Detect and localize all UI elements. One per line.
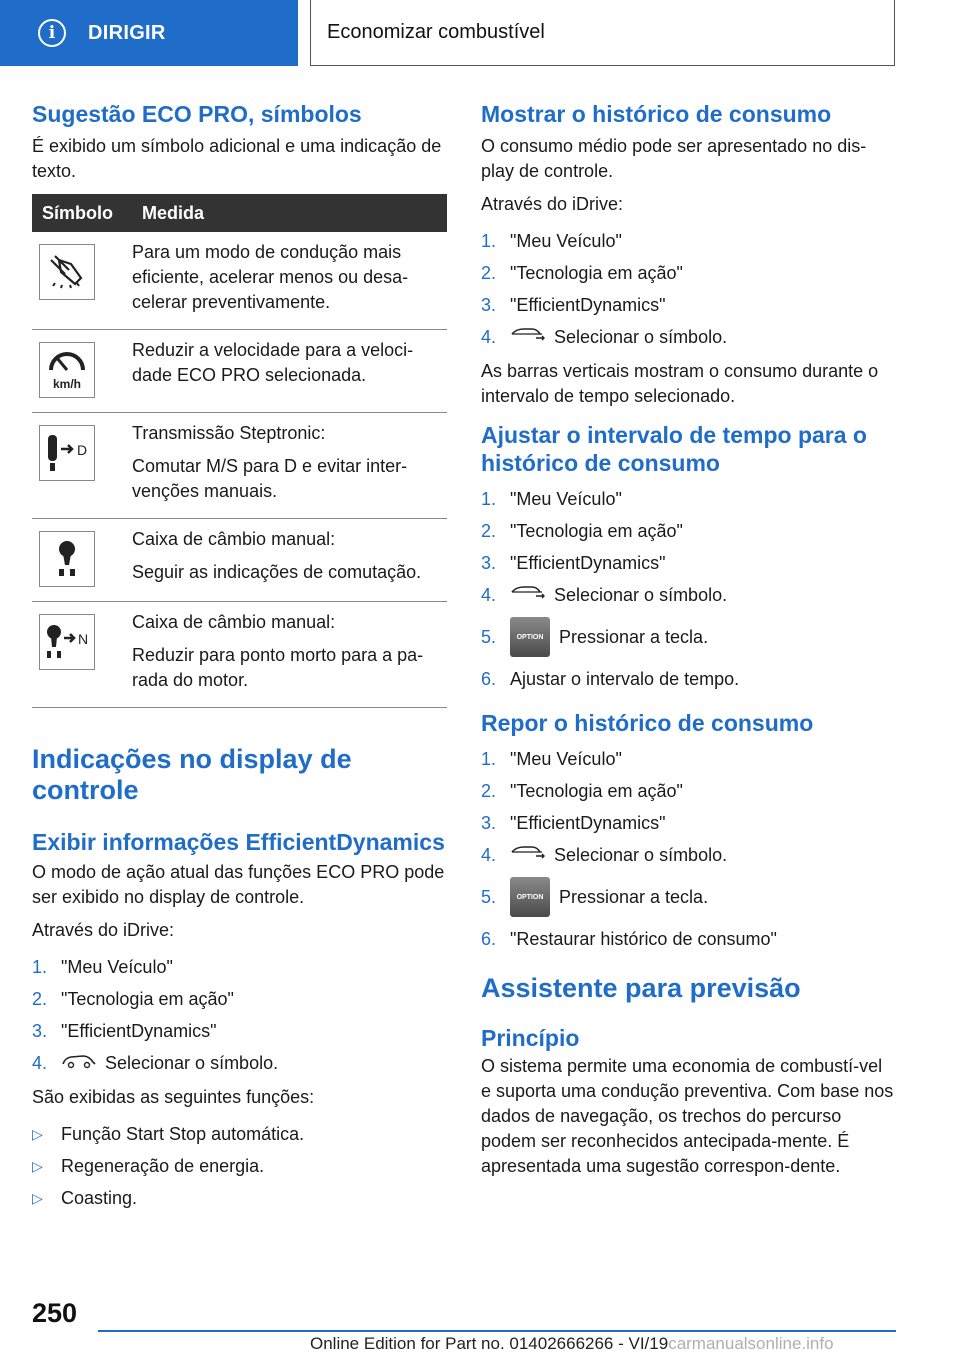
step-number: 4. [481, 326, 497, 347]
eco-pro-intro: É exibido um símbolo adicional e uma indicação de texto. [32, 136, 442, 181]
list-item [481, 839, 896, 871]
list-item [481, 225, 896, 257]
page-header [0, 0, 960, 66]
ed-steps [32, 951, 447, 1079]
bars-desc: As barras verticais mostram o consumo durante o intervalo de tempo selecionado. [481, 361, 879, 406]
svg-text:N: N [77, 631, 89, 647]
right-column [481, 100, 896, 1187]
symbol-table-header [32, 194, 447, 232]
table-row [32, 602, 447, 708]
step-text: Selecionar o símbolo. [554, 326, 728, 347]
accelerator-pedal-icon [39, 244, 95, 300]
history-steps [481, 225, 896, 353]
step-number: 2. [481, 780, 497, 801]
step-number: 2. [32, 988, 48, 1009]
step-number: 1. [481, 488, 497, 509]
principle-title: Princípio [481, 1025, 580, 1051]
step-number: 3. [481, 294, 497, 315]
table-row [32, 413, 447, 519]
step-number: 3. [481, 552, 497, 573]
list-item [481, 663, 896, 695]
consumption-history-icon [510, 844, 546, 867]
list-item [481, 807, 896, 839]
list-item [481, 775, 896, 807]
consumption-history-icon [510, 584, 546, 607]
step-number: 1. [481, 230, 497, 251]
table-row [32, 232, 447, 330]
efficientdynamics-title: Exibir informações EfficientDynamics [32, 829, 445, 855]
section-tab[interactable] [0, 0, 298, 66]
step-text: "EfficientDynamics" [510, 294, 666, 315]
history-desc: O consumo médio pode ser apresentado no dis-play de controle. [481, 136, 867, 181]
step-number: 1. [481, 748, 497, 769]
step-text: Selecionar o símbolo. [105, 1052, 279, 1073]
table-row [32, 330, 447, 413]
edition-text: Online Edition for Part no. 01402666266 - VI/19 [310, 1334, 669, 1353]
step-number: 3. [481, 812, 497, 833]
gear-shift-icon [39, 531, 95, 587]
list-item [481, 743, 896, 775]
section-tab-label: DIRIGIR [88, 21, 166, 44]
step-text: "EfficientDynamics" [510, 552, 666, 573]
list-item [481, 515, 896, 547]
step-text: Pressionar a tecla. [559, 626, 709, 647]
functions-intro: São exibidas as seguintes funções: [32, 1087, 315, 1107]
step-text: Selecionar o símbolo. [554, 844, 728, 865]
step-text: Ajustar o intervalo de tempo. [510, 668, 740, 689]
step-text: "EfficientDynamics" [61, 1020, 217, 1041]
step-text: "Tecnologia em ação" [61, 988, 234, 1009]
step-number: 4. [32, 1052, 48, 1073]
step-text: Pressionar a tecla. [559, 886, 709, 907]
step-text: "Meu Veículo" [510, 230, 622, 251]
step-text: "Tecnologia em ação" [510, 262, 683, 283]
step-number: 4. [481, 584, 497, 605]
bullet-text: Regeneração de energia. [61, 1155, 265, 1176]
step-text: "EfficientDynamics" [510, 812, 666, 833]
step-text: Selecionar o símbolo. [554, 584, 728, 605]
list-item [481, 257, 896, 289]
step-text: "Meu Veículo" [510, 748, 622, 769]
list-item [481, 611, 896, 663]
principle-text: O sistema permite uma economia de combustí-vel e suporta uma condução preventiva. Com base nos dados de navegação, os trechos do percurso podem ser reconhecidos antecipada-mente. É apresentada uma sugestão correspon-dente. [481, 1056, 894, 1176]
step-text: "Meu Veículo" [61, 956, 173, 977]
triangle-bullet-icon: ▷ [32, 1157, 43, 1174]
watermark: carmanualsonline.info [668, 1334, 834, 1353]
info-icon: i [38, 19, 66, 47]
footer-edition [310, 1334, 834, 1354]
list-item [32, 1118, 447, 1150]
step-number: 6. [481, 668, 497, 689]
list-item [481, 547, 896, 579]
assistant-title: Assistente para previsão [481, 973, 801, 1003]
table-cell-text: Transmissão Steptronic: [132, 423, 326, 443]
bullet-text: Função Start Stop automática. [61, 1123, 305, 1144]
gear-neutral-icon [39, 614, 95, 670]
list-item [481, 923, 896, 955]
list-item [32, 1150, 447, 1182]
idrive-intro: Através do iDrive: [32, 920, 175, 940]
option-key-icon: OPTION [510, 877, 550, 917]
step-number: 2. [481, 520, 497, 541]
triangle-bullet-icon: ▷ [32, 1125, 43, 1142]
car-symbol-icon [61, 1052, 97, 1075]
table-cell-text: Caixa de câmbio manual: [132, 529, 336, 549]
table-cell-text: Seguir as indicações de comutação. [132, 562, 422, 582]
svg-text:D: D [76, 442, 88, 458]
col-symbol-header: Símbolo [32, 194, 132, 232]
step-text: "Meu Veículo" [510, 488, 622, 509]
speedometer-kmh-icon [39, 342, 95, 398]
step-text: "Tecnologia em ação" [510, 780, 683, 801]
option-key-icon: OPTION [510, 617, 550, 657]
step-number: 1. [32, 956, 48, 977]
display-section-title: Indicações no display de controle [32, 744, 352, 805]
triangle-bullet-icon: ▷ [32, 1189, 43, 1206]
list-item [481, 579, 896, 611]
table-cell-text: Reduzir para ponto morto para a pa-rada do motor. [132, 645, 424, 690]
chapter-title-box [310, 0, 895, 66]
step-number: 6. [481, 928, 497, 949]
eco-pro-title: Sugestão ECO PRO, símbolos [32, 101, 362, 127]
reset-history-title: Repor o histórico de consumo [481, 710, 814, 736]
list-item [481, 483, 896, 515]
step-number: 4. [481, 844, 497, 865]
symbol-table [32, 194, 447, 708]
adjust-steps [481, 483, 896, 695]
svg-text:km/h: km/h [52, 377, 82, 391]
steptronic-d-icon [39, 425, 95, 481]
bullet-text: Coasting. [61, 1187, 138, 1208]
left-column [32, 100, 447, 1214]
footer-divider [98, 1330, 896, 1332]
functions-list [32, 1118, 447, 1214]
reset-steps [481, 743, 896, 955]
table-cell-text: Reduzir a velocidade para a veloci-dade ECO PRO selecionada. [132, 340, 414, 385]
consumption-history-icon [510, 326, 546, 349]
step-number: 5. [481, 626, 497, 647]
step-number: 3. [32, 1020, 48, 1041]
table-cell-text: Para um modo de condução mais eficiente, acelerar menos ou desa-celerar preventivamente. [132, 242, 409, 312]
step-number: 2. [481, 262, 497, 283]
step-text: "Restaurar histórico de consumo" [510, 928, 777, 949]
history-title: Mostrar o histórico de consumo [481, 101, 832, 127]
step-number: 5. [481, 886, 497, 907]
table-cell-text: Comutar M/S para D e evitar inter-venções manuais. [132, 456, 408, 501]
list-item [481, 289, 896, 321]
page-number: 250 [32, 1298, 78, 1328]
chapter-title: Economizar combustível [327, 21, 545, 43]
list-item [32, 983, 447, 1015]
adjust-interval-title: Ajustar o intervalo de tempo para o histórico de consumo [481, 422, 867, 476]
efficientdynamics-desc: O modo de ação atual das funções ECO PRO pode ser exibido no display de controle. [32, 862, 445, 907]
col-action-header: Medida [132, 194, 447, 232]
table-row [32, 519, 447, 602]
idrive-intro: Através do iDrive: [481, 194, 624, 214]
list-item [481, 871, 896, 923]
list-item [32, 951, 447, 983]
list-item [32, 1182, 447, 1214]
list-item [32, 1015, 447, 1047]
list-item [481, 321, 896, 353]
table-cell-text: Caixa de câmbio manual: [132, 612, 336, 632]
list-item [32, 1047, 447, 1079]
step-text: "Tecnologia em ação" [510, 520, 683, 541]
